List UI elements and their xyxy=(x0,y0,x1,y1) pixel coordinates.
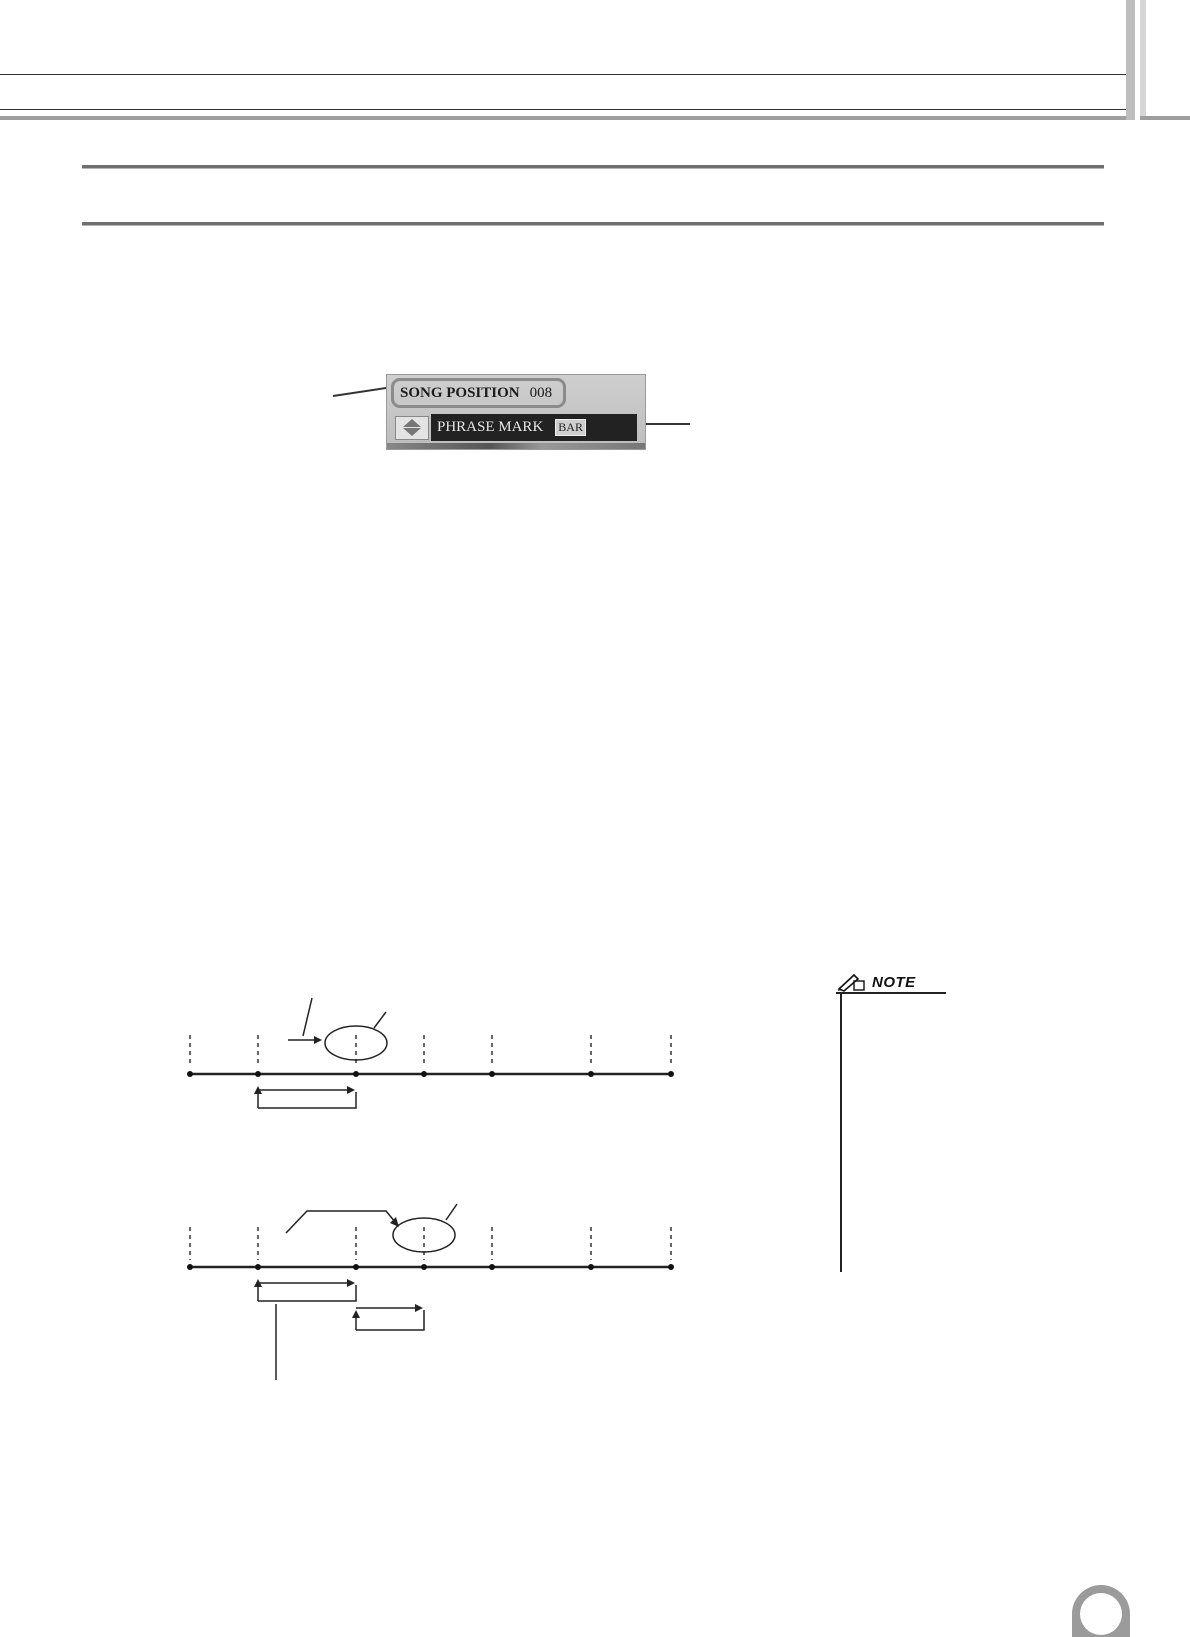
timeline-node xyxy=(255,1071,261,1077)
loop-arrow xyxy=(356,1310,424,1330)
song-position-label: SONG POSITION xyxy=(400,384,520,401)
loop-arrowhead-right xyxy=(347,1086,355,1094)
song-position-readout xyxy=(391,378,566,408)
timeline-node xyxy=(353,1071,359,1077)
timeline-node xyxy=(187,1071,193,1077)
loop-arrowhead-right xyxy=(415,1304,423,1312)
timeline-node xyxy=(255,1264,261,1270)
bar-badge: BAR xyxy=(555,419,586,436)
timeline-node xyxy=(187,1264,193,1270)
note-underline xyxy=(836,992,946,994)
timeline-node xyxy=(489,1264,495,1270)
timeline-node xyxy=(668,1264,674,1270)
page-number-badge-inner xyxy=(1080,1593,1122,1635)
timeline-node xyxy=(353,1264,359,1270)
pointer-arrowhead xyxy=(314,1036,322,1044)
loop-arrow xyxy=(258,1285,356,1301)
loop-arrowhead-up xyxy=(352,1310,360,1318)
callout-song-position xyxy=(333,388,386,396)
callout-leader xyxy=(374,1012,386,1028)
timeline-node xyxy=(421,1264,427,1270)
jump-arrow xyxy=(286,1211,396,1233)
callout-leader xyxy=(446,1204,457,1220)
phrase-mark-label: PHRASE MARK xyxy=(437,419,544,435)
note-sidebar-rule xyxy=(840,994,842,1272)
timeline-diagram-2 xyxy=(0,1190,760,1390)
timeline-node xyxy=(588,1071,594,1077)
song-position-value: 008 xyxy=(529,384,553,401)
pencil-note-icon xyxy=(836,972,866,992)
timeline-node xyxy=(421,1071,427,1077)
lcd-display xyxy=(386,374,646,450)
lcd-bottom-edge xyxy=(387,443,645,449)
phrase-mark-selector[interactable] xyxy=(431,414,637,441)
loop-arrow xyxy=(258,1092,356,1108)
timeline-node xyxy=(668,1071,674,1077)
loop-arrowhead-right xyxy=(347,1279,355,1287)
up-down-arrows-icon[interactable] xyxy=(395,416,429,440)
timeline-node xyxy=(588,1264,594,1270)
timeline-node xyxy=(489,1071,495,1077)
callout-leader xyxy=(303,998,312,1036)
note-heading xyxy=(836,972,916,992)
timeline-diagram-1 xyxy=(0,990,760,1120)
note-label: NOTE xyxy=(872,973,916,991)
